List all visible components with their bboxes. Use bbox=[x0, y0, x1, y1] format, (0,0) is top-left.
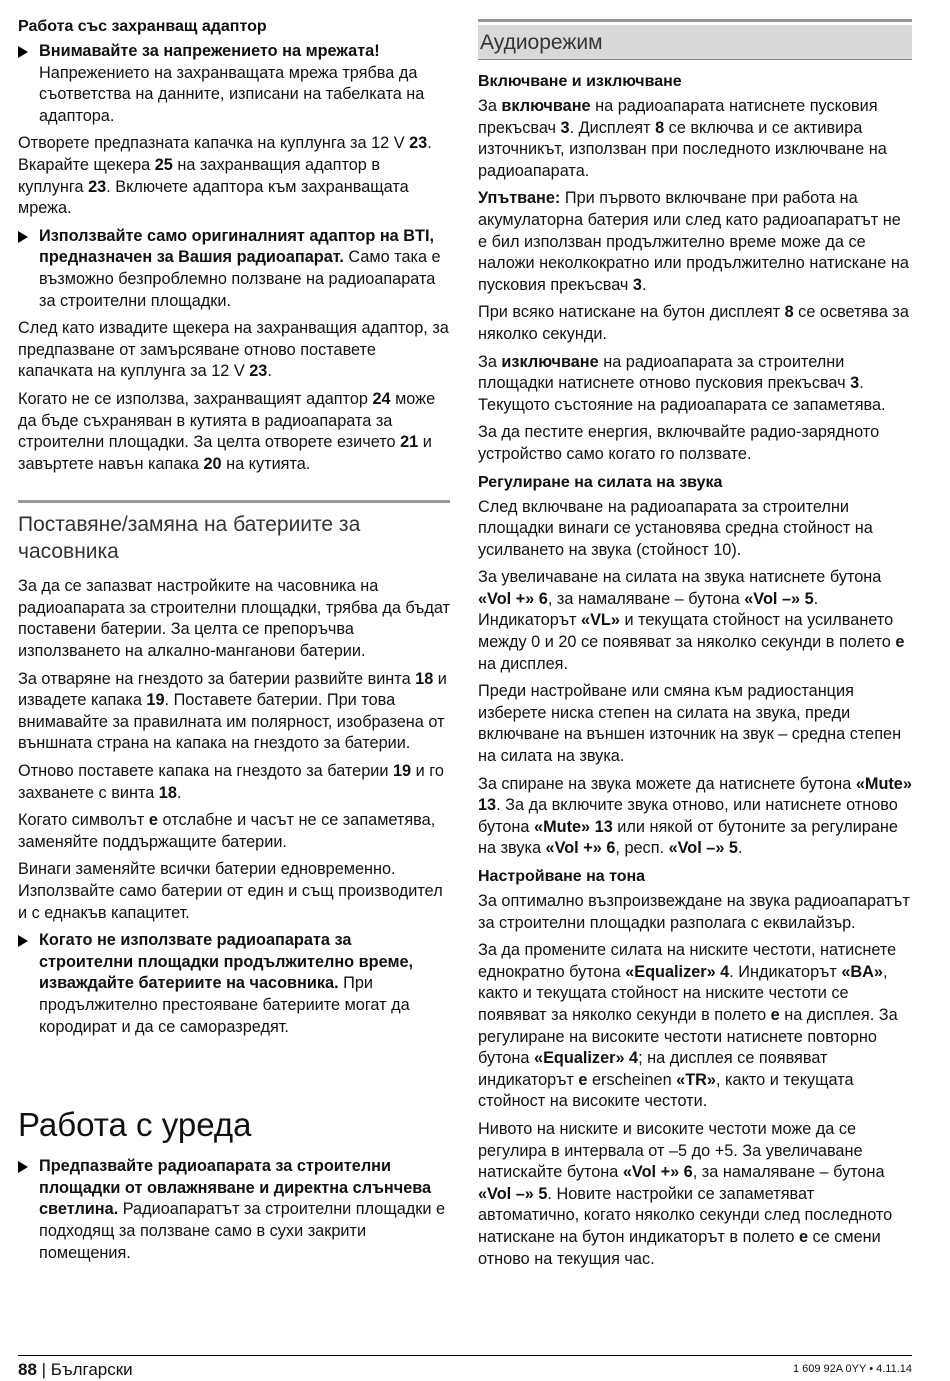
adapter-connect-paragraph: Отворете предпазната капачка на куплунга за 12 V 23. Вкарайте щекера 25 на захранващия адаптор в куплунга 23. Включете адаптора към захранващата мрежа. bbox=[18, 134, 432, 218]
battery-heading-block bbox=[18, 500, 450, 565]
adapter-warning-original bbox=[18, 226, 450, 312]
footer-page-info: 88 | Български bbox=[18, 1360, 133, 1379]
tone-subheading: Настройване на тона bbox=[478, 868, 646, 885]
power-on-paragraph: За включване на радиоапарата натиснете пусковия прекъсвач 3. Дисплеят 8 се включва и се активира източникът, използван при последното изключване на радиоапарата. bbox=[478, 97, 887, 180]
warning-text: Само така е възможно безпроблемно ползване на радиоапарата за строителни площадки. bbox=[39, 248, 441, 310]
battery-intro-paragraph: За да се запазват настройките на часовника на радиоапарата за строителни площадки, трябва да бъдат поставени батерии. За целта се препоръчва използването на алкално-манганови батерии. bbox=[18, 577, 451, 661]
warning-text: При продължително престояване батериите могат да кородират и да се саморазредят. bbox=[39, 974, 410, 1036]
right-column bbox=[478, 0, 912, 1276]
battery-close-paragraph: Отново поставете капака на гнездото за батерии 19 и го захванете с винта 18. bbox=[18, 762, 444, 802]
operation-main-heading: Работа с уреда bbox=[18, 1106, 252, 1144]
footer-doc-code: 1 609 92A 0YY • 4.11.14 bbox=[792, 1363, 912, 1375]
audio-heading-block bbox=[478, 19, 912, 60]
page-number: 88 bbox=[18, 1360, 37, 1379]
adapter-unplug-paragraph: След като извадите щекера на захранващия адаптор, за предпазване от замърсяване отново поставете капачката на куплунга за 12 V 23. bbox=[18, 319, 449, 381]
onoff-subheading: Включване и изключване bbox=[478, 73, 682, 90]
bullet-arrow-icon bbox=[18, 231, 28, 243]
equalizer-range-paragraph: Нивото на ниските и високите честоти може да се регулира в интервала от –5 до +5. За увеличаване натискайте бутона «Vol +» 6, за намаляване – бутона «Vol –» 5. Новите настройки се запаметяват автоматично, когато няколко секунди след последното натискане на бутон индикаторът в полето e се смени отново на текущия час. bbox=[478, 1119, 893, 1268]
page-footer bbox=[18, 1355, 912, 1381]
battery-replace-paragraph: Винаги заменяйте всички батерии едновременно. Използвайте само батерии от един и същ производител и с еднакъв капацитет. bbox=[18, 860, 443, 922]
warning-bold: Когато не използвате радиоапарата за строителни площадки продължително време, изваждайте батериите на часовника. bbox=[39, 931, 414, 993]
adapter-warning-voltage bbox=[18, 41, 450, 127]
warning-bold: Внимавайте за напрежението на мрежата! bbox=[39, 42, 380, 60]
footer-language: Български bbox=[50, 1360, 133, 1379]
volume-subheading: Регулиране на силата на звука bbox=[478, 473, 723, 491]
battery-warning bbox=[18, 930, 450, 1038]
warning-bold: Използвайте само оригиналният адаптор на BTI, предназначен за Вашия радиоапарат. bbox=[39, 226, 434, 267]
mute-paragraph: За спиране на звука можете да натиснете бутона «Mute» 13. За да включите звука отново, или натиснете отново бутона «Mute» 13 или някой от бутоните за регулиране на звука «Vol +» 6, респ. «Vol –» 5. bbox=[478, 774, 912, 858]
volume-default-paragraph: След включване на радиоапарата за строителни площадки винаги се установява средна стойност на усилването на звука (стойност 10). bbox=[478, 497, 873, 559]
operation-warning bbox=[18, 1156, 450, 1264]
equalizer-intro-paragraph: За оптимално възпроизвеждане на звука радиоапаратът за строителни площадки разполага с еквилайзър. bbox=[478, 892, 910, 932]
battery-open-paragraph: За отваряне на гнездото за батерии развийте винта 18 и извадете капака 19. Поставете батерии. При това внимавайте за правилната им полярност, изобразена от външната страна на капака на гнездото за батерии. bbox=[18, 669, 447, 753]
battery-symbol-paragraph: Когато символът e отслабне и часът не се запаметява, заменяйте поддържащите батерии. bbox=[18, 811, 436, 851]
battery-section-heading: Поставяне/замяна на батериите за часовника bbox=[18, 513, 361, 564]
bullet-arrow-icon bbox=[18, 935, 28, 947]
power-off-paragraph: За изключване на радиоапарата за строителни площадки натиснете отново пусковия прекъсвач 3. Текущото състояние на радиоапарата се запаметява. bbox=[478, 352, 886, 414]
volume-adjust-paragraph: За увеличаване на силата на звука натиснете бутона «Vol +» 6, за намаляване – бутона «Vol –» 5. Индикаторът «VL» и текущата стойност на усилването между 0 и 20 се появяват за няколко секунди в полето e на дисплея. bbox=[478, 568, 905, 673]
equalizer-bass-treble-paragraph: За да промените силата на ниските честоти, натиснете еднократно бутона «Equalizer» 4. Индикаторът «BA», както и текущата стойност на ниските честоти се появяват за няколко секунди в полето e на дисплея. За регулиране на високите честоти натиснете повторно бутона «Equalizer» 4; на дисплея се появяват индикаторът e erscheinen «TR», както и текущата стойност на високите честоти. bbox=[478, 941, 898, 1111]
left-column bbox=[18, 0, 450, 1270]
warning-text: Радиоапаратът за строителни площадки е подходящ за ползване само в сухи закрити помещения. bbox=[39, 1200, 446, 1262]
audio-section-heading: Аудиорежим bbox=[478, 25, 912, 59]
bullet-arrow-icon bbox=[18, 46, 28, 58]
power-note-paragraph: Упътване: При първото включване при работа на акумулаторна батерия или след като радиоапаратът не е бил използван продължително време може да се наложи неколкократно или продължително натискане на пусковия прекъсвач 3. bbox=[478, 189, 909, 294]
volume-advice-paragraph: Преди настройване или смяна към радиостанция изберете ниска степен на силата на звука, преди включване на външен източник на звук – средна степен на силата на звука. bbox=[478, 682, 902, 766]
warning-text: Напрежението на захранващата мрежа трябва да съответства на данните, изписани на табелката на адаптора. bbox=[39, 63, 425, 125]
bullet-arrow-icon bbox=[18, 1161, 28, 1173]
warning-bold: Предпазвайте радиоапарата за строителни площадки от овлажняване и директна слънчева светлина. bbox=[39, 1157, 432, 1219]
energy-save-paragraph: За да пестите енергия, включвайте радио-зарядното устройство само когато го ползвате. bbox=[478, 423, 880, 463]
adapter-storage-paragraph: Когато не се използва, захранващият адаптор 24 може да бъде съхраняван в кутията в радиоапарата за строителни площадки. За целта отворете езичето 21 и завъртете навън капака 20 на кутията. bbox=[18, 389, 436, 473]
adapter-section-title: Работа със захранващ адаптор bbox=[18, 18, 267, 35]
display-light-paragraph: При всяко натискане на бутон дисплеят 8 се осветява за няколко секунди. bbox=[478, 303, 909, 343]
